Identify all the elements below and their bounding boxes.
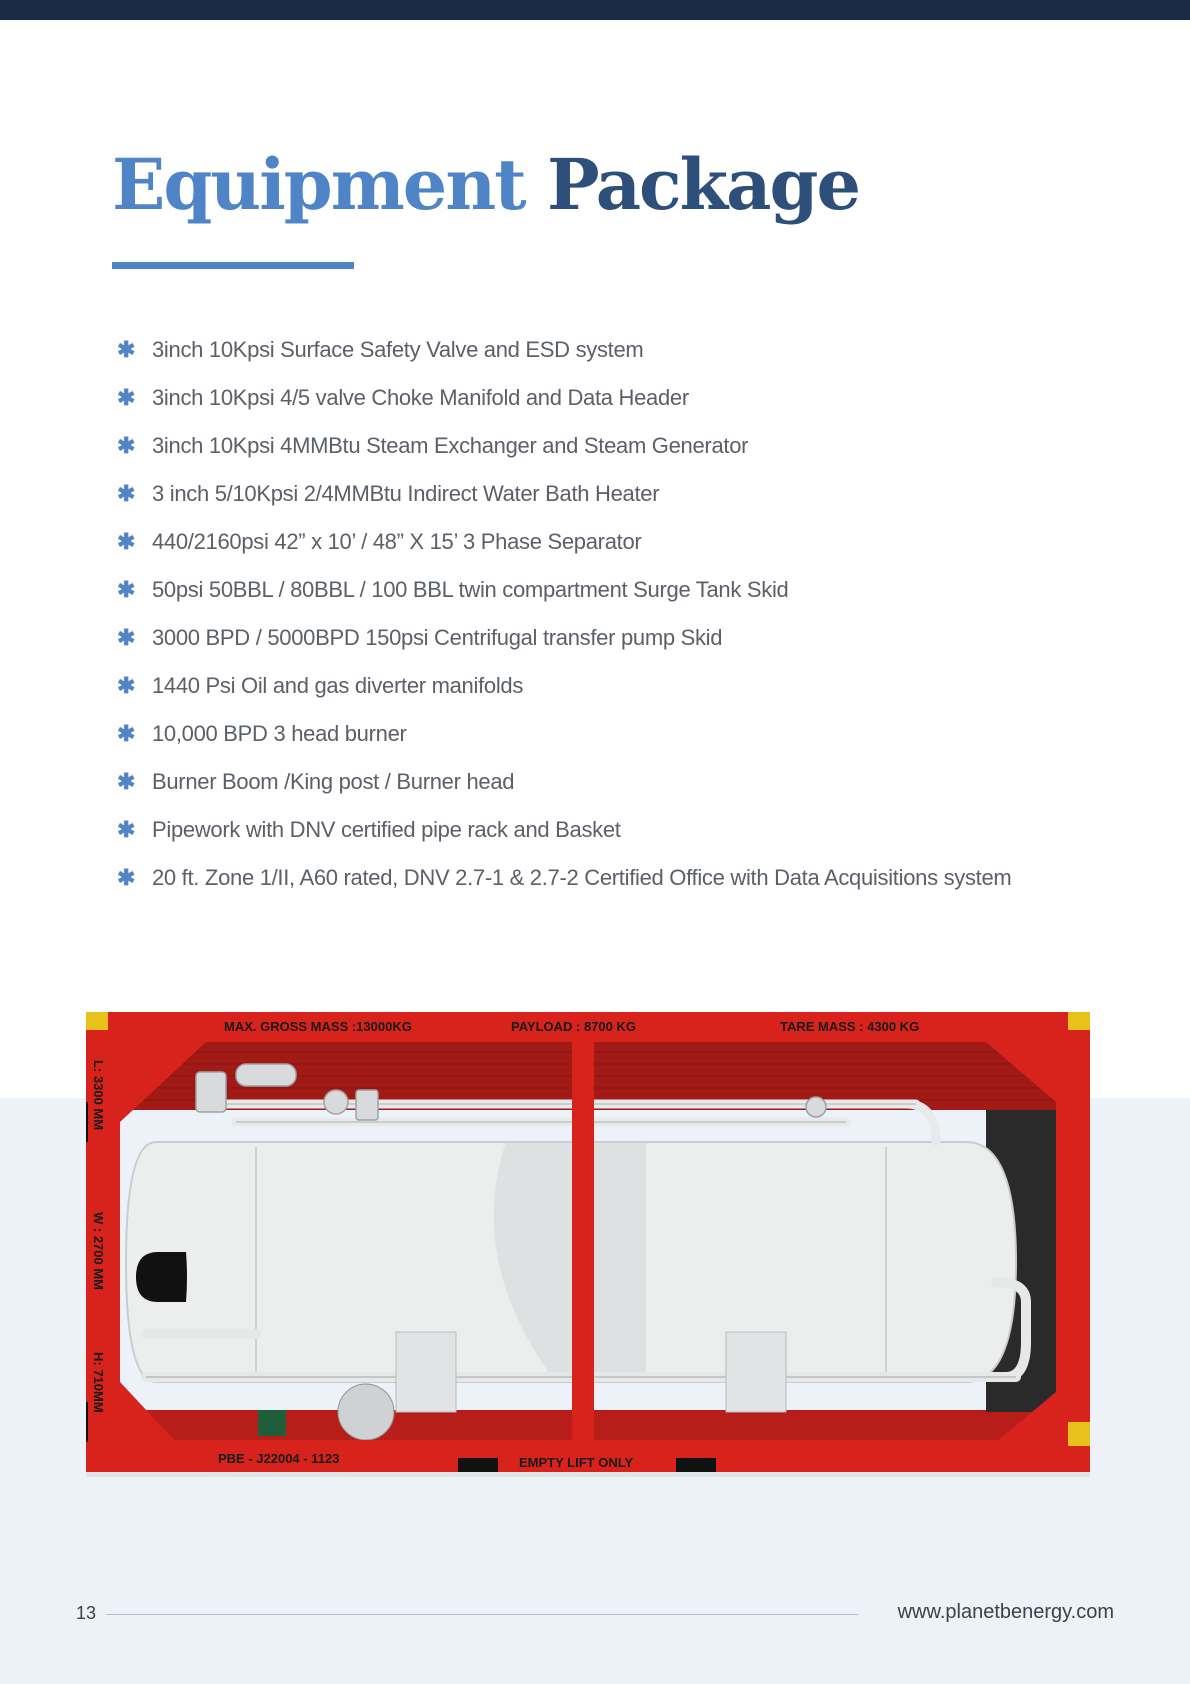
asterisk-icon: ✱ — [117, 817, 136, 842]
equipment-list-item-text: 20 ft. Zone 1/II, A60 rated, DNV 2.7-1 & 2.7-2 Certified Office with Data Acquisitions system — [152, 865, 1012, 890]
frame-label-length: L: 3300 MM — [91, 1060, 106, 1131]
asterisk-icon: ✱ — [117, 865, 136, 890]
footer-divider — [106, 1614, 858, 1615]
separator-skid-photo — [86, 1012, 1090, 1480]
frame-label-tare-mass: TARE MASS : 4300 KG — [780, 1019, 920, 1034]
top-bar — [0, 0, 1190, 20]
equipment-list-item-text: 3 inch 5/10Kpsi 2/4MMBtu Indirect Water Bath Heater — [152, 481, 660, 506]
frame-label-width: W : 2700 MM — [91, 1212, 106, 1291]
equipment-list-item-text: 3inch 10Kpsi Surface Safety Valve and ESD system — [152, 337, 644, 362]
frame-label-serial: PBE - J22004 - 1123 — [218, 1451, 340, 1466]
equipment-list-item-text: Burner Boom /King post / Burner head — [152, 769, 515, 794]
equipment-list-item-text: 3inch 10Kpsi 4MMBtu Steam Exchanger and Steam Generator — [152, 433, 749, 458]
equipment-list-item — [112, 374, 1112, 422]
asterisk-icon: ✱ — [117, 529, 136, 554]
equipment-list — [112, 326, 1112, 902]
equipment-list-item-text: Pipework with DNV certified pipe rack and Basket — [152, 817, 621, 842]
frame-label-empty-lift: EMPTY LIFT ONLY — [519, 1455, 634, 1470]
equipment-list-item — [112, 806, 1112, 854]
equipment-list-item-text: 3inch 10Kpsi 4/5 valve Choke Manifold and Data Header — [152, 385, 689, 410]
equipment-list-item — [112, 854, 1112, 902]
equipment-list-item-text: 3000 BPD / 5000BPD 150psi Centrifugal transfer pump Skid — [152, 625, 723, 650]
asterisk-icon: ✱ — [117, 385, 136, 410]
asterisk-icon: ✱ — [117, 433, 136, 458]
page-title-word-2: Package — [546, 143, 860, 226]
equipment-list-item-text: 440/2160psi 42” x 10’ / 48” X 15’ 3 Phase Separator — [152, 529, 642, 554]
asterisk-icon: ✱ — [117, 625, 136, 650]
page-title-word-1: Equipment — [112, 143, 525, 226]
equipment-list-item-text: 50psi 50BBL / 80BBL / 100 BBL twin compartment Surge Tank Skid — [152, 577, 789, 602]
asterisk-icon: ✱ — [117, 337, 136, 362]
equipment-list-item — [112, 662, 1112, 710]
asterisk-icon: ✱ — [117, 577, 136, 602]
frame-label-height: H: 710MM — [91, 1352, 106, 1413]
equipment-list-item — [112, 326, 1112, 374]
asterisk-icon: ✱ — [117, 769, 136, 794]
asterisk-icon: ✱ — [117, 673, 136, 698]
asterisk-icon: ✱ — [117, 481, 136, 506]
frame-label-max-gross-mass: MAX. GROSS MASS :13000KG — [224, 1019, 412, 1034]
frame-label-payload: PAYLOAD : 8700 KG — [511, 1019, 636, 1034]
equipment-list-item — [112, 470, 1112, 518]
equipment-list-item-text: 10,000 BPD 3 head burner — [152, 721, 407, 746]
asterisk-icon: ✱ — [117, 721, 136, 746]
page-title — [112, 143, 860, 226]
website-link[interactable]: www.planetbenergy.com — [897, 1601, 1114, 1623]
equipment-list-item — [112, 566, 1112, 614]
equipment-list-item — [112, 758, 1112, 806]
page-number: 13 — [76, 1603, 97, 1623]
title-underline — [112, 262, 354, 269]
equipment-list-item-text: 1440 Psi Oil and gas diverter manifolds — [152, 673, 524, 698]
equipment-list-item — [112, 518, 1112, 566]
equipment-list-item — [112, 422, 1112, 470]
vessel — [126, 1142, 1016, 1382]
equipment-list-item — [112, 614, 1112, 662]
equipment-list-item — [112, 710, 1112, 758]
